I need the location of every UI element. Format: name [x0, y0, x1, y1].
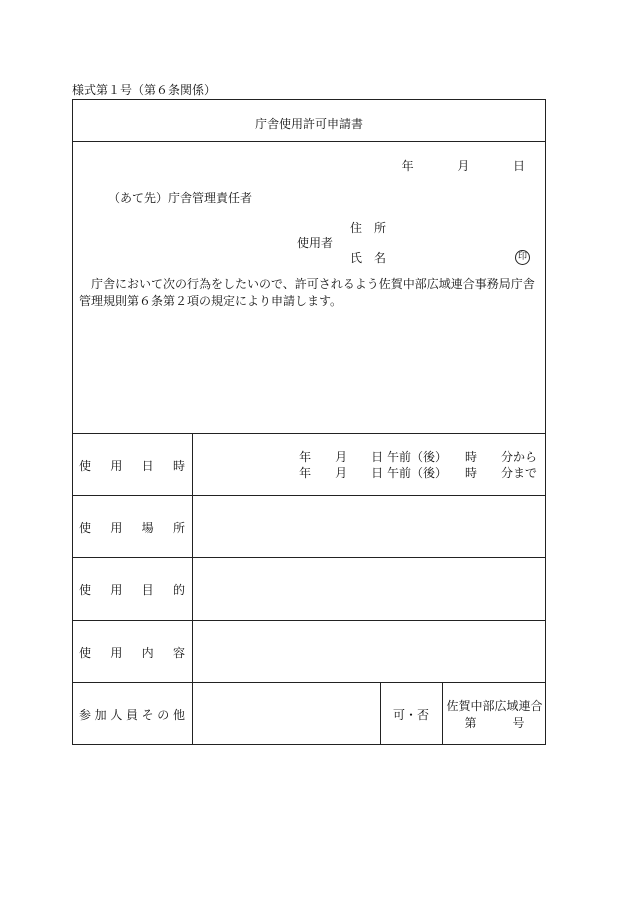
usage-purpose-label: 使 用 目 的 [79, 583, 185, 597]
application-statement: 庁舎において次の行為をしたいので、許可されるよう佐賀中部広域連合事務局庁舎管理規則第６条第２項の規定により申請します。 [79, 277, 535, 308]
usage-datetime-label: 使 用 日 時 [79, 459, 185, 473]
row-divider [73, 433, 545, 434]
seal-mark: 印 [515, 248, 530, 265]
applicant-label: 使用者 [297, 236, 334, 250]
application-form [72, 99, 546, 745]
row-divider [73, 682, 545, 683]
name-label: 氏 名 [350, 251, 387, 265]
label-column-divider [192, 433, 193, 745]
row-divider [73, 495, 545, 496]
addressee: （あて先）庁舎管理責任者 [108, 191, 253, 205]
row-divider [73, 620, 545, 621]
month-label: 月 [457, 159, 470, 173]
usage-place-label: 使 用 場 所 [79, 521, 185, 535]
row-divider [73, 557, 545, 558]
title-divider [73, 141, 545, 142]
day-label: 日 [512, 159, 525, 173]
date-line [402, 157, 525, 174]
office-name: 佐賀中部広域連合 [446, 699, 543, 713]
usage-end-time: 年 月 日 午前（後） 時 分まで [299, 466, 537, 480]
approval-status: 可・否 [392, 708, 429, 722]
usage-start-time: 年 月 日 午前（後） 時 分から [299, 450, 537, 464]
form-title: 庁舎使用許可申請書 [254, 117, 363, 131]
participants-label: 参 加 人 員 そ の 他 [79, 708, 185, 722]
address-label: 住 所 [350, 221, 387, 235]
permit-number: 第 号 [464, 716, 525, 730]
form-number: 様式第１号（第６条関係） [72, 83, 217, 97]
usage-content-label: 使 用 内 容 [79, 646, 185, 660]
year-label: 年 [401, 159, 414, 173]
